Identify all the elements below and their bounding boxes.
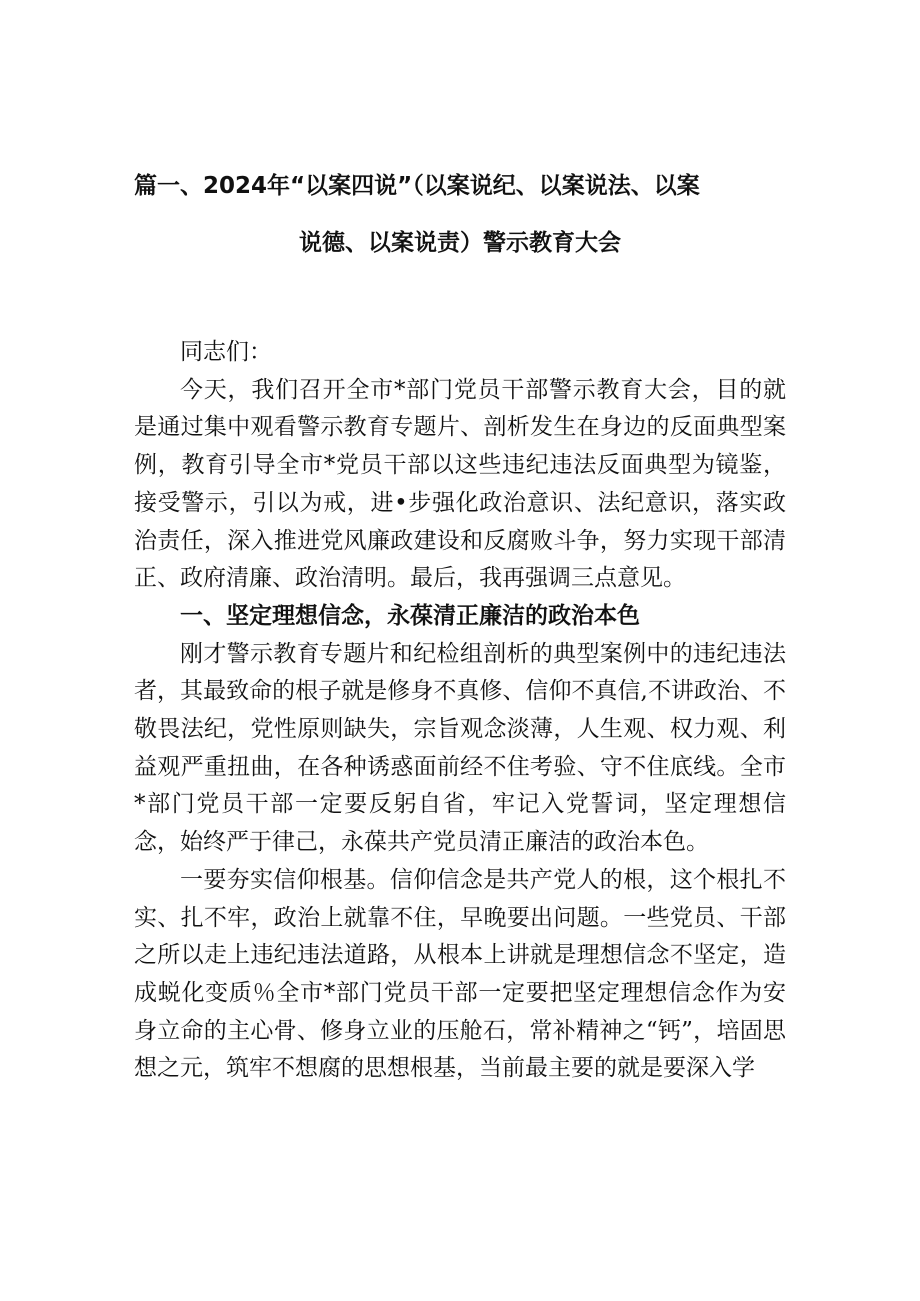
paragraph-section-1: 刚才警示教育专题片和纪检组剖析的典型案例中的违纪违法者，其最致命的根子就是修身不真修、信仰不真信,不讲政治、不敬畏法纪，党性原则缺失，宗旨观念淡薄，人生观、权力观、利益观严重扭曲，在各种诱惑面前经不住考验、守不住底线。全市*部门党员干部一定要反躬自省，牢记入党誓词，坚定理想信念，始终严于律己，永葆共产党员清正廉洁的政治本色。 [134, 640, 786, 856]
document-title-line-1: 篇一、2024年“以案四说”（以案说纪、以案说法、以案 [134, 173, 700, 199]
document-body [134, 334, 786, 1088]
document-title-line-2: 说德、以案说责）警示教育大会 [299, 230, 621, 256]
salutation: 同志们： [180, 339, 272, 365]
paragraph-point-1: 一要夯实信仰根基。信仰信念是共产党人的根，这个根扎不实、扎不牢，政治上就靠不住，早晚要出问题。一些党员、干部之所以走上违纪违法道路，从根本上讲就是理想信念不坚定，造成蜕化变质％全市*部门党员干部一定要把坚定理想信念作为安身立命的主心骨、修身立业的压舱石，常补精神之“钙”，培固思想之元，筑牢不想腐的思想根基，当前最主要的就是要深入学 [134, 866, 786, 1082]
section-heading-1: 一、坚定理想信念，永葆清正廉洁的政治本色 [180, 602, 640, 629]
paragraph-intro: 今天，我们召开全市*部门党员干部警示教育大会，目的就是通过集中观看警示教育专题片、剖析发生在身边的反面典型案例，教育引导全市*党员干部以这些违纪违法反面典型为镜鉴，接受警示，引以为戒，进•步强化政治意识、法纪意识，落实政治责任，深入推进党风廉政建设和反腐败斗争，努力实现干部清正、政府清廉、政治清明。最后，我再强调三点意见。 [134, 376, 786, 592]
